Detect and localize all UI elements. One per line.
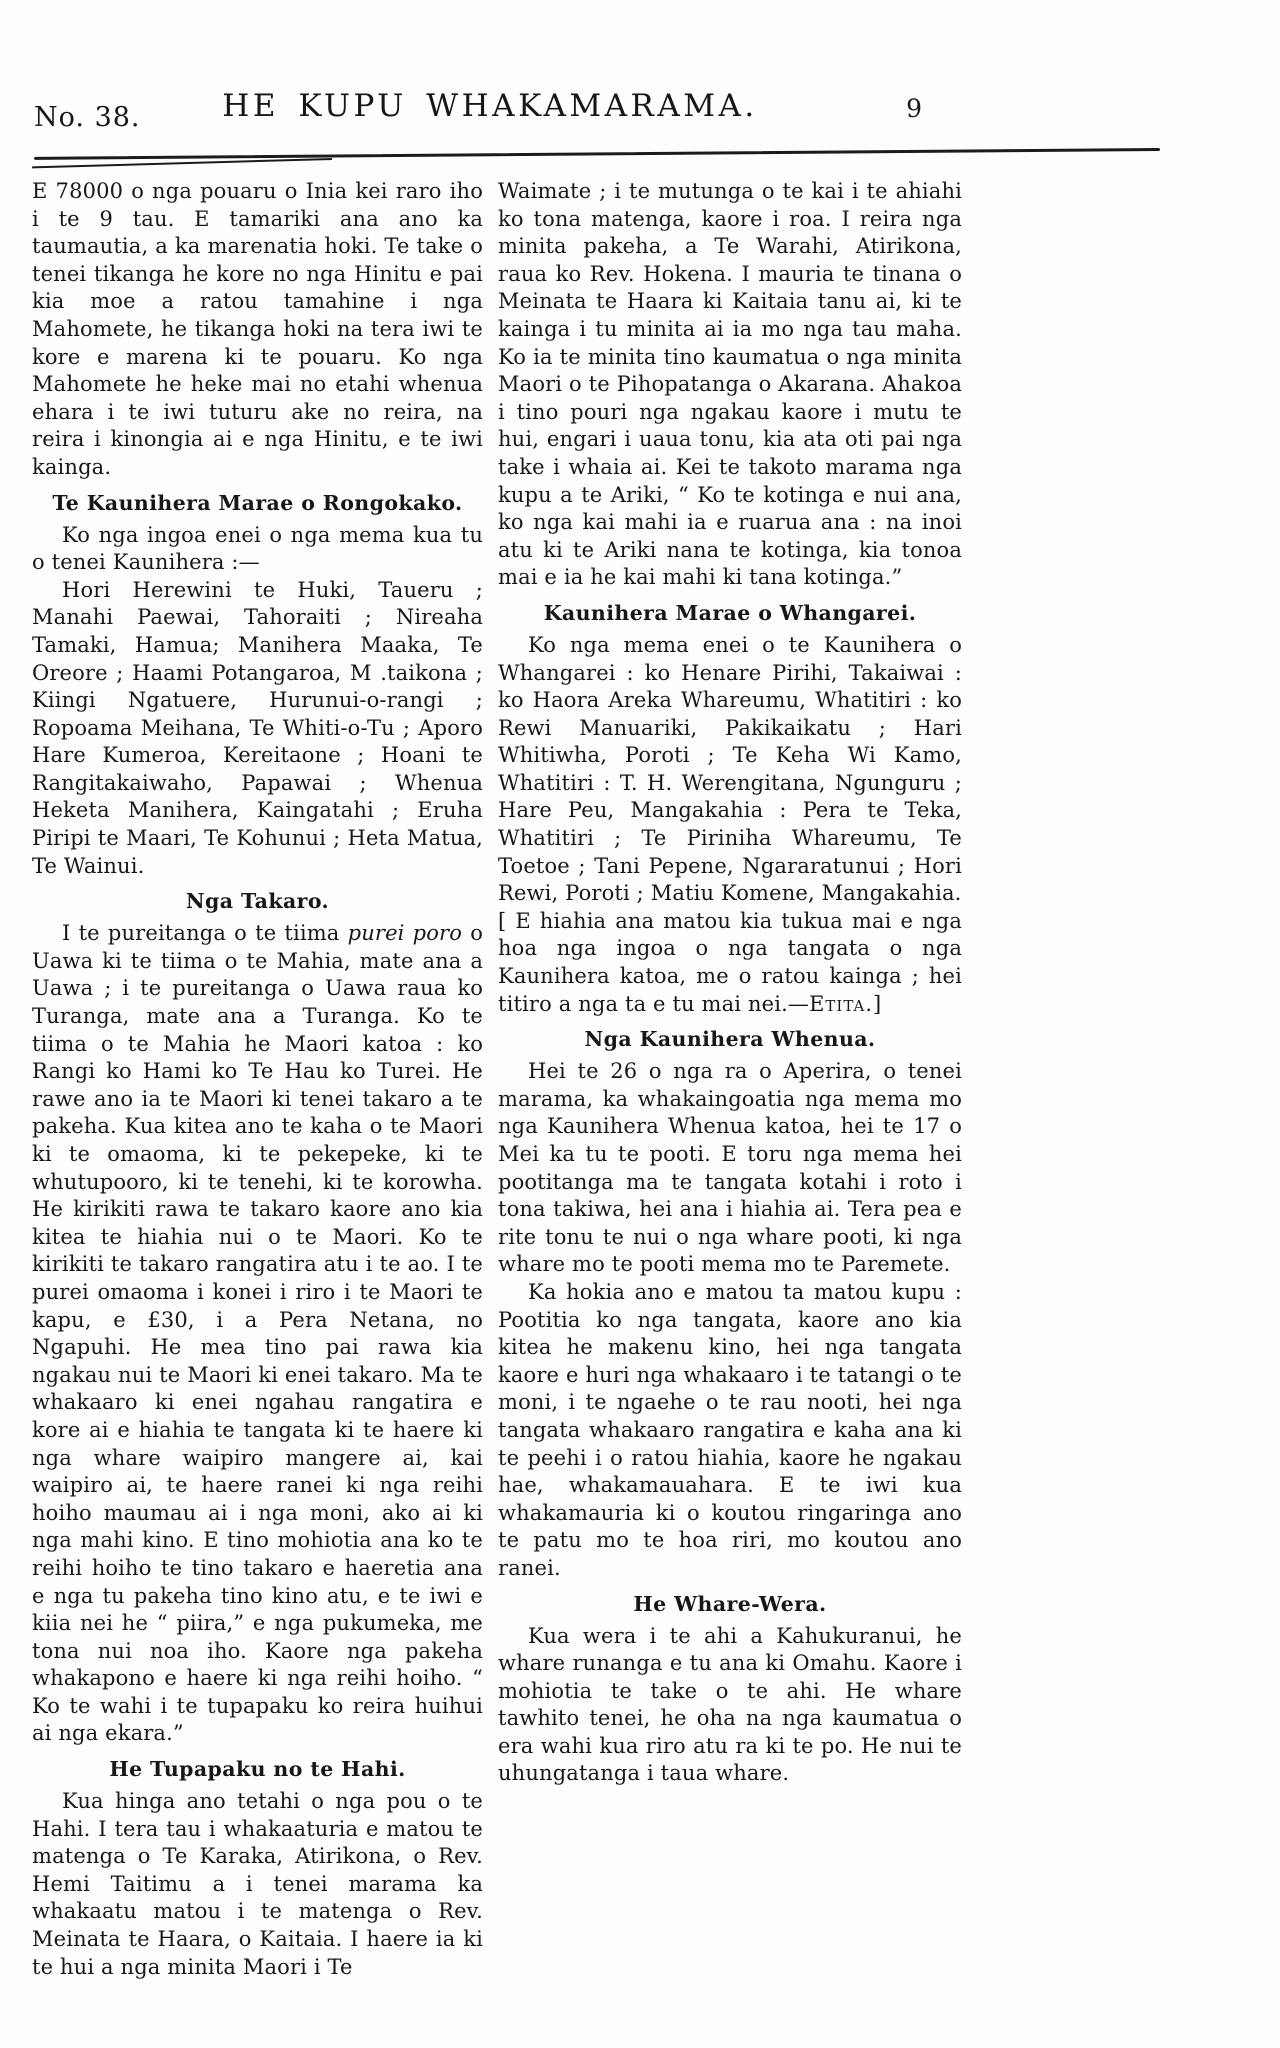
paragraph-sports bbox=[32, 920, 483, 1748]
editor-note-text: [ E hiahia ana matou kia tukua mai e nga hoa nga ingoa o nga tangata o nga Kaunihera katoa, me o ratou kainga ; hei titiro a nga ta e tu mai nei.— bbox=[498, 908, 962, 1016]
editor-note-bracket: ] bbox=[873, 991, 882, 1016]
left-column bbox=[32, 178, 483, 1981]
header-rule-secondary bbox=[32, 158, 332, 168]
paragraph-waimate-continuation: Waimate ; i te mutunga o te kai i te ahiahi ko tona matenga, kaore i roa. I reira nga minita pakeha, a Te Warahi, Atirikona, raua ko Rev. Hokena. I mauria te tinana o Meinata te Haara ki Kaitaia tanu ai, ki te kainga i tu minita ai ia mo nga tau maha. Ko ia te minita tino kaumatua o nga minita Maori o te Pihopatanga o Akarana. Ahakoa i tino pouri nga ngakau kaore i mutu te hui, engari i uaua tonu, kia ata oti pai nga take i whaia ai. Kei te takoto marama nga kupu a te Ariki, “ Ko te kotinga e nui ana, ko nga kai mahi ia e ruarua ana : na inoi atu ki te Ariki nana te kotinga, kia tonoa mai e ia he kai mahi ki tana kotinga.” bbox=[498, 179, 962, 590]
sports-italic-phrase: purei poro bbox=[347, 921, 463, 946]
header-rule bbox=[34, 148, 1160, 160]
paragraph-church-death: Kua hinga ano tetahi o nga pou o te Hahi. I tera tau i whakaaturia e matou te matenga o Te Karaka, Atirikona, o Rev. Hemi Taitimu a i tenei marama ka whakaatu matou i te matenga o Rev. Meinata te Haara, o Kaitaia. I haere ia ki te hui a nga minita Maori i Te bbox=[32, 1789, 483, 1979]
paragraph-election-advice: Ka hokia ano e matou ta matou kupu : Pootitia ko nga tangata, kaore ano kia kitea he makenu kino, hei nga tangata kaore e huri nga whakaaro i te tatangi o te moni, i te ngaehe o te rau nooti, hei nga tangata whakaaro rangatira e kaha ana ki te peehi i o ratou hiahia, kaore he ngakau hae, whakamauahara. E te iwi kua whakamauria ki o koutou ringaringa ano te patu mo te hoa riri, mo koutou ano ranei. bbox=[498, 1279, 962, 1580]
right-column bbox=[498, 178, 962, 1981]
editor-signature: Etita. bbox=[809, 991, 874, 1016]
heading-whare-wera: He Whare-Wera. bbox=[633, 1591, 827, 1616]
paragraph-editor-note bbox=[498, 908, 962, 1018]
heading-kaunihera-rongokako: Te Kaunihera Marae o Rongokako. bbox=[52, 490, 463, 515]
heading-nga-takaro: Nga Takaro. bbox=[185, 889, 330, 914]
running-head bbox=[30, 88, 1160, 140]
paragraph-council-intro: Ko nga ingoa enei o nga mema kua tu o tenei Kaunihera :— bbox=[32, 522, 483, 575]
issue-number: No. 38. bbox=[34, 102, 141, 133]
paragraph-burned-house: Kua wera i te ahi a Kahukuranui, he whare runanga e tu ana ki Omahu. Kaore i mohiotia te take o te ahi. He whare tawhito tenei, he oha na nga kaumatua o era wahi kua riro atu ra ki te po. He nui te uhungatanga i taua whare. bbox=[498, 1623, 962, 1786]
sports-text-lead: I te pureitanga o te tiima bbox=[62, 921, 348, 946]
heading-kaunihera-whangarei: Kaunihera Marae o Whangarei. bbox=[543, 600, 917, 625]
sports-text-rest: o Uawa ki te tiima o te Mahia, mate ana a Uawa ; i te pureitanga o Uawa raua ko Turanga, mate ana a Turanga. Ko te tiima o te Mahia he Maori katoa : ko Rangi ko Hami ko Te Hau ko Turei. He rawe ano ia te Maori ki tenei takaro a te pakeha. Kua kitea ano te kaha o te Maori ki te omaoma, ki te pekepeke, ki te whutupooro, ki te tenehi, ki te korowha. He kirikiti rawa te takaro kaore ano kia kitea te hiahia nui o te Maori. Ko te kirikiti te takaro rangatira atu i te ao. I te purei omaoma i konei i riro i te Maori te kapu, e £30, i a Pera Netana, no Ngapuhi. He mea tino pai rawa kia ngakau nui te Maori ki enei takaro. Ma te whakaaro ki enei ngahau rangatira e kore ai e hiahia te tangata ki te haere ki nga whare waipiro mangere ai, kai waipiro ai, te haere ranei ki nga reihi hoiho maumau ai i nga moni, ako ai ki nga mahi kino. E tino mohiotia ana ko te reihi hoiho te tino takaro e haeretia ana e nga tu pakeha tino kino atu, e te iwi e kiia nei he “ piira,” e nga pukumeka, me tona nui noa iho. Kaore nga pakeha whakapono e haere ki nga reihi hoiho. “ Ko te wahi i te tupapaku ko reira huihui ai nga ekara.” bbox=[32, 921, 483, 1746]
paragraph-whangarei-members: Ko nga mema enei o te Kaunihera o Whangarei : ko Henare Pirihi, Takaiwai : ko Haora Areka Whareumu, Whatitiri : ko Rewi Manuariki, Pakikaikatu ; Hari Whitiwha, Poroti ; Te Keha Wi Kamo, Whatitiri : T. H. Werengitana, Ngunguru ; Hare Peu, Mangakahia : Pera te Teka, Whatitiri ; Te Piriniha Whareumu, Te Toetoe ; Tani Pepene, Ngararatunui ; Hori Rewi, Poroti ; Matiu Komene, Mangakahia. bbox=[498, 632, 962, 906]
heading-nga-kaunihera-whenua: Nga Kaunihera Whenua. bbox=[584, 1027, 876, 1052]
paper-title: HE KUPU WHAKAMARAMA. bbox=[222, 88, 758, 124]
paragraph-india-widows: E 78000 o nga pouaru o Inia kei raro iho i te 9 tau. E tamariki ana ano ka taumautia, a ka marenatia hoki. Te take o tenei tikanga he kore no nga Hinitu e pai kia moe a ratou tamahine i nga Mahomete, he tikanga hoki na tera iwi te kore e marena ki te pouaru. Ko nga Mahomete he heke mai no etahi whenua ehara i te iwi tuturu ake no reira, na reira i kinongia ai e nga Hinitu, e te iwi kainga. bbox=[32, 179, 483, 479]
heading-tupapaku: He Tupapaku no te Hahi. bbox=[109, 1757, 406, 1782]
two-column-body bbox=[32, 178, 962, 1981]
paragraph-land-council-elections: Hei te 26 o nga ra o Aperira, o tenei marama, ka whakaingoatia nga mema mo nga Kaunihera Whenua katoa, hei te 17 o Mei ka tu te pooti. E toru nga mema hei pootitanga ma te tangata kotahi i roto i tona takiwa, hei ana i hiahia ai. Tera pea e rite tonu te nui o nga whare pooti, ki nga whare mo te pooti mema mo te Paremete. bbox=[498, 1059, 962, 1277]
page-number: 9 bbox=[906, 94, 922, 123]
paragraph-council-members: Hori Herewini te Huki, Taueru ; Manahi Paewai, Tahoraiti ; Nireaha Tamaki, Hamua; Manihera Maaka, Te Oreore ; Haami Potangaroa, M .taikona ; Kiingi Ngatuere, Hurunui-o-rangi ; Ropoama Meihana, Te Whiti-o-Tu ; Aporo Hare Kumeroa, Kereitaone ; Hoani te Rangitakaiwaho, Papawai ; Whenua Heketa Manihera, Kaingatahi ; Eruha Piripi te Maari, Te Kohunui ; Heta Matua, Te Wainui. bbox=[32, 577, 483, 878]
